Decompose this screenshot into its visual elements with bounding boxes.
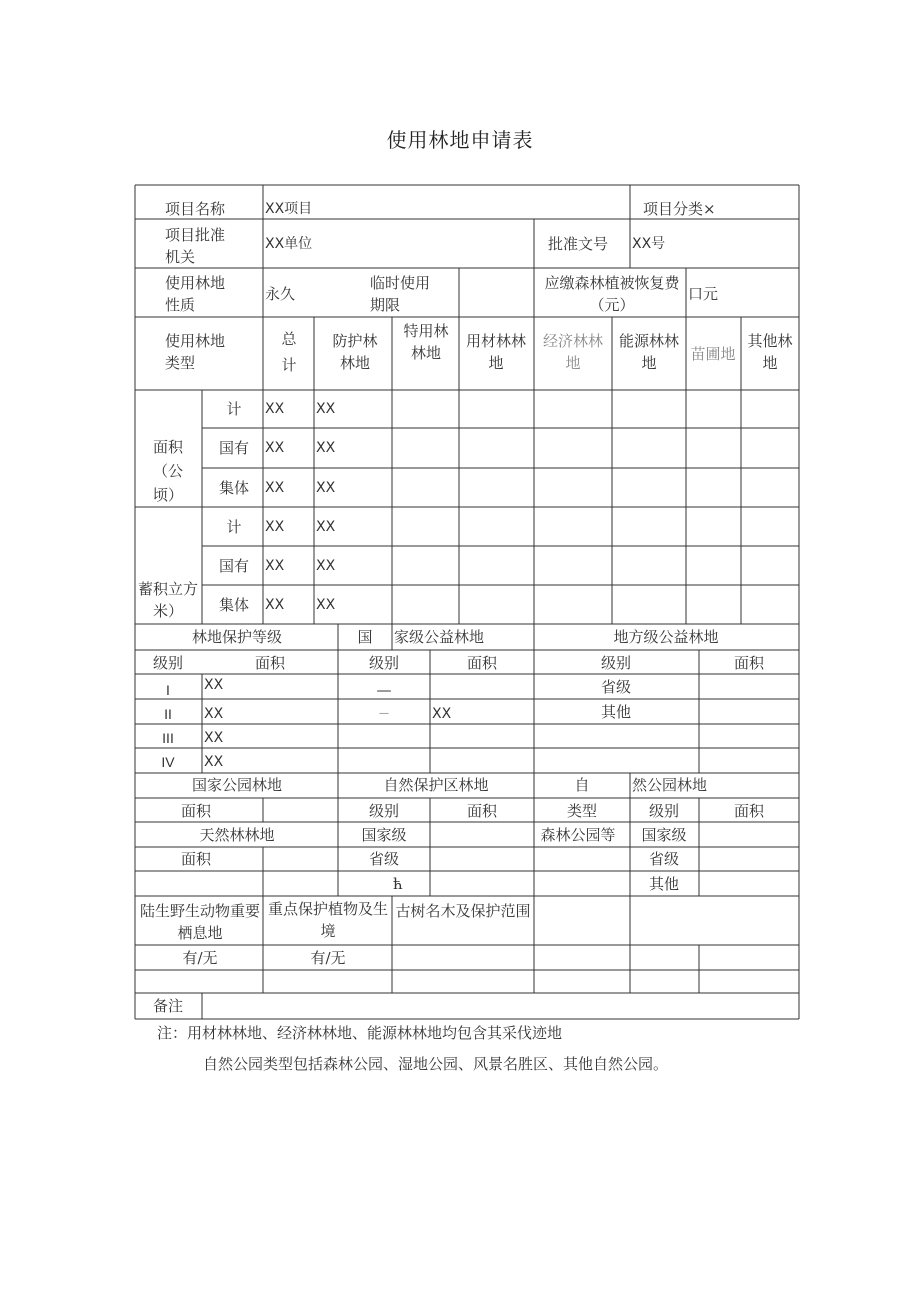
approval-org-value: XX单位	[265, 236, 313, 252]
volume-row-label: 国有	[218, 557, 250, 575]
grade-area: XX	[204, 730, 224, 746]
col-other: 其他林地	[747, 332, 793, 372]
volume-protection-value: XX	[316, 519, 336, 535]
usage-permanent: 永久	[265, 285, 296, 303]
volume-label: 蓄积立方米）	[138, 580, 199, 620]
local-level: 其他	[600, 703, 632, 721]
park-type-label: 类型	[566, 802, 598, 820]
protected-plants-label: 重点保护植物及生境	[267, 900, 388, 940]
natural-forest-label: 天然林林地	[199, 826, 275, 844]
col-total: 总计	[281, 330, 297, 374]
col-level: 级别	[600, 654, 632, 672]
usage-temporary: 临时使用期限	[370, 274, 431, 314]
volume-row-label: 集体	[218, 596, 250, 614]
col-economic: 经济林林地	[542, 332, 603, 372]
park-area-label: 面积	[466, 802, 498, 820]
area-label: 面积（公顷）	[152, 438, 183, 504]
national-public-label: 家级公益林地	[394, 628, 485, 646]
page-title: 使用林地申请表	[386, 128, 534, 152]
volume-row-label: 计	[226, 518, 242, 536]
mid-mark: —	[376, 681, 392, 699]
local-level: 省级	[600, 678, 632, 696]
usage-nature-label: 使用林地性质	[165, 274, 226, 314]
national-park-label: 国家公园林地	[191, 776, 283, 794]
volume-total-value: XX	[265, 558, 285, 574]
col-special: 特用林林地	[403, 322, 449, 362]
wildlife-habitat-label: 陆生野生动物重要栖息地	[139, 902, 260, 942]
approval-doc-label: 批准文号	[548, 235, 609, 253]
note-line-1: 注：用材林林地、经济林林地、能源林林地均包含其采伐迹地	[157, 1024, 563, 1042]
reserve-national-level: 国家级	[361, 826, 407, 844]
mid-mark: —	[379, 708, 389, 719]
park-area-label: 面积	[733, 802, 765, 820]
park-area-label: 面积	[180, 802, 212, 820]
col-area: 面积	[254, 654, 286, 672]
ancient-trees-label: 古树名木及保护范围	[395, 902, 531, 920]
area-protection-value: XX	[316, 480, 336, 496]
national-prefix: 国	[357, 628, 373, 646]
plants-value: 有/无	[310, 949, 346, 967]
volume-total-value: XX	[265, 597, 285, 613]
nature-park-label: 然公园林地	[632, 776, 708, 794]
approval-doc-value: XX号	[632, 236, 666, 252]
volume-total-value: XX	[265, 519, 285, 535]
project-category-label: 项目分类×	[643, 200, 716, 218]
park-national-level: 国家级	[641, 826, 687, 844]
grade-level: IV	[161, 754, 175, 770]
park-level-label: 级别	[648, 802, 680, 820]
area-total-value: XX	[265, 401, 285, 417]
col-protection: 防护林林地	[332, 332, 378, 372]
nature-reserve-label: 自然保护区林地	[383, 776, 489, 794]
wildlife-value: 有/无	[182, 949, 218, 967]
land-type-label: 使用林地类型	[165, 332, 226, 372]
mid-value: XX	[432, 706, 452, 722]
project-name-label: 项目名称	[165, 200, 226, 218]
fee-value: 口元	[688, 285, 719, 303]
col-area: 面积	[733, 654, 765, 672]
fee-label: 应缴森林植被恢复费（元）	[544, 274, 680, 314]
protection-grade-label: 林地保护等级	[191, 628, 283, 646]
remarks-label: 备注	[152, 997, 184, 1015]
area-protection-value: XX	[316, 401, 336, 417]
grade-area: XX	[204, 706, 224, 722]
project-name-value: XX项目	[265, 201, 313, 217]
grade-area: XX	[204, 754, 224, 770]
volume-protection-value: XX	[316, 558, 336, 574]
col-nursery: 苗圃地	[690, 345, 736, 363]
col-energy: 能源林林地	[618, 332, 679, 372]
reserve-other-mark: ћ	[393, 875, 403, 893]
nature-park-prefix: 自	[574, 776, 590, 794]
grade-level: I	[166, 682, 170, 698]
volume-protection-value: XX	[316, 597, 336, 613]
area-row-label: 国有	[218, 439, 250, 457]
grade-level: II	[164, 706, 172, 722]
grade-level: III	[162, 730, 174, 746]
grade-area: XX	[204, 677, 224, 693]
area-row-label: 集体	[218, 479, 250, 497]
area-protection-value: XX	[316, 440, 336, 456]
park-other-level: 其他	[648, 875, 680, 893]
park-provincial-level: 省级	[648, 850, 680, 868]
area-total-value: XX	[265, 480, 285, 496]
local-public-label: 地方级公益林地	[613, 628, 719, 646]
reserve-provincial-level: 省级	[368, 850, 400, 868]
col-level: 级别	[152, 654, 184, 672]
col-timber: 用材林林地	[465, 332, 526, 372]
park-level-label: 级别	[368, 802, 400, 820]
natural-forest-area-label: 面积	[180, 850, 212, 868]
col-level: 级别	[368, 654, 400, 672]
col-area: 面积	[466, 654, 498, 672]
approval-org-label: 项目批准机关	[165, 226, 226, 266]
area-total-value: XX	[265, 440, 285, 456]
area-row-label: 计	[226, 400, 242, 418]
note-line-2: 自然公园类型包括森林公园、湿地公园、风景名胜区、其他自然公园。	[203, 1055, 669, 1073]
forest-park-type: 森林公园等	[540, 826, 616, 844]
